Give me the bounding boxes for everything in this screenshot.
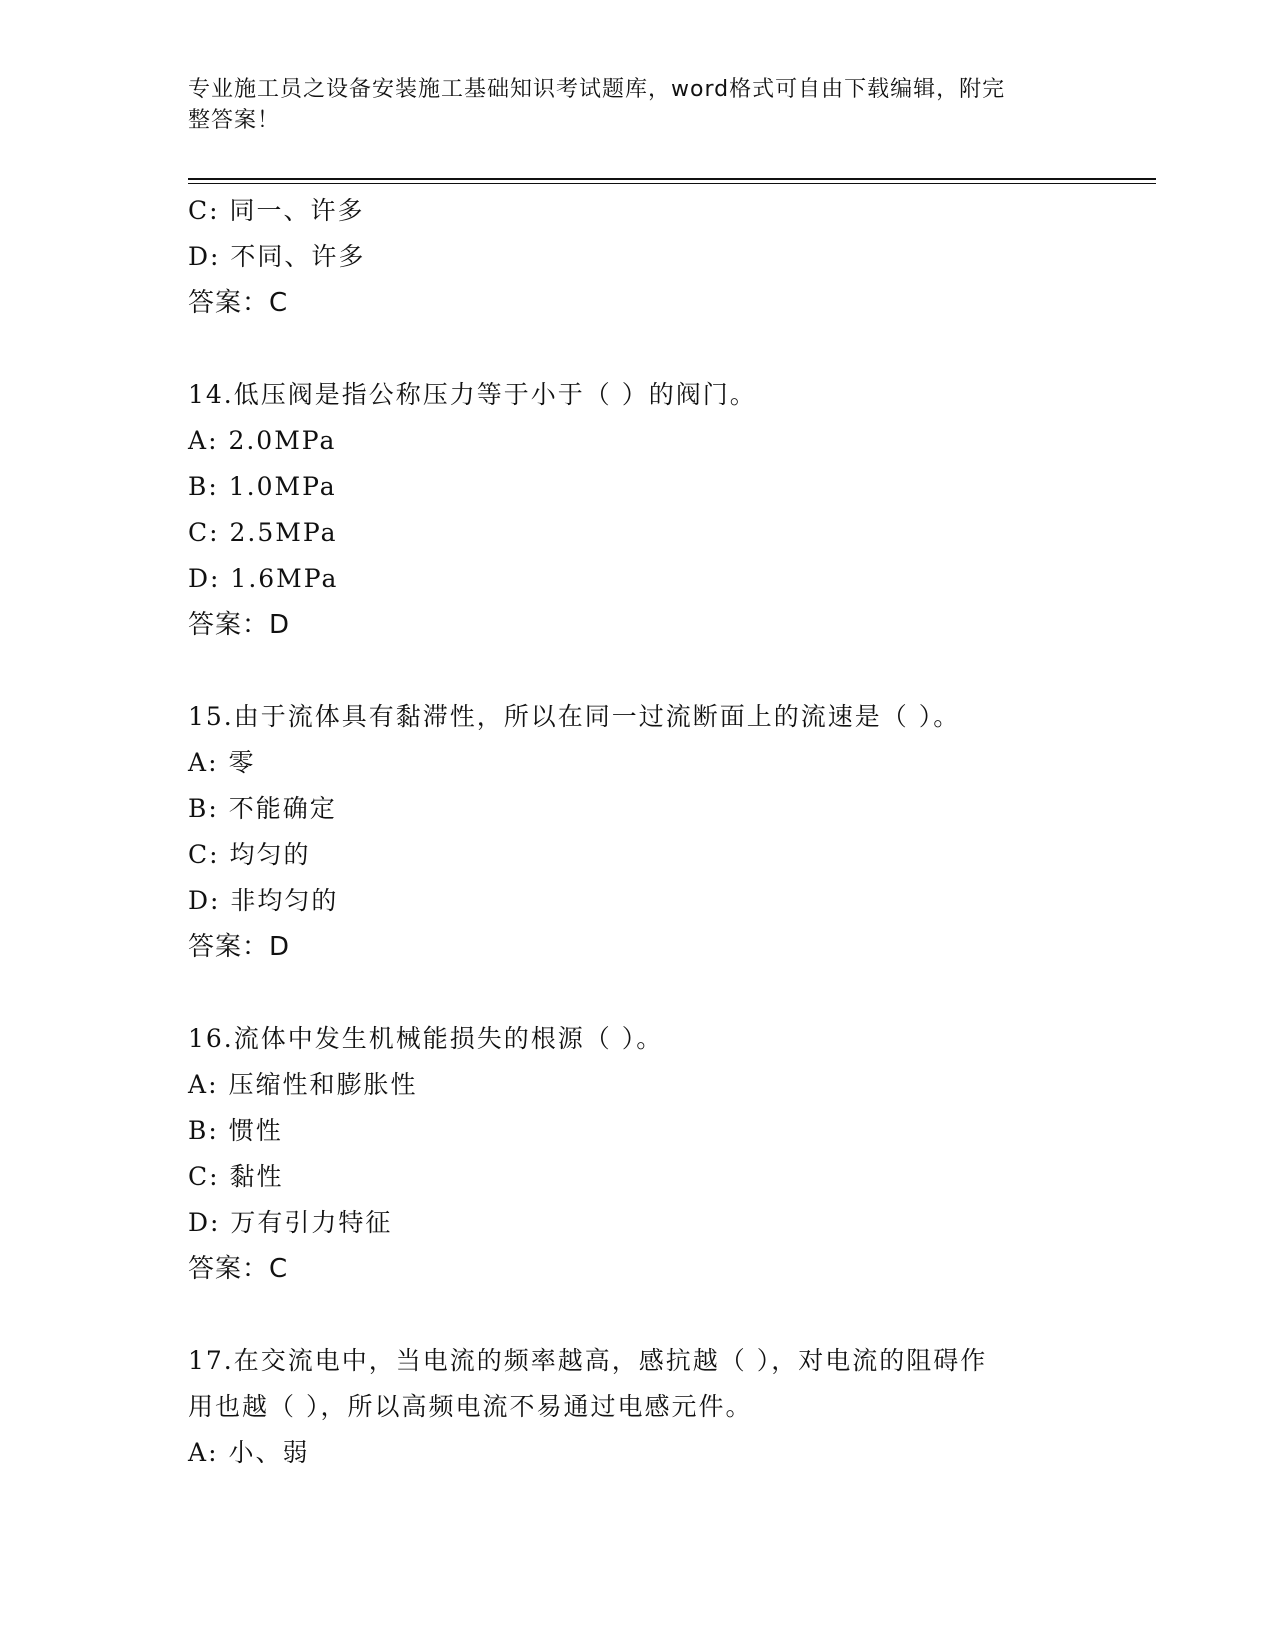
header-title-line-1: 专业施工员之设备安装施工基础知识考试题库，word格式可自由下载编辑，附完	[188, 77, 1006, 102]
option-c: C: 均匀的	[188, 840, 311, 869]
option-a: A: 小、弱	[188, 1438, 310, 1467]
header-divider-thick	[188, 178, 1156, 180]
header-title-line-2: 整答案！	[188, 108, 281, 133]
option-b: B: 1.0MPa	[188, 472, 337, 501]
option-d: D: 不同、许多	[188, 242, 366, 271]
header-divider-thin	[188, 183, 1156, 184]
question-17	[188, 1338, 1088, 1476]
option-d: D: 万有引力特征	[188, 1208, 393, 1237]
answer-line: 答案：C	[188, 288, 289, 318]
question-13-continued	[188, 188, 1088, 326]
question-15	[188, 694, 1088, 970]
option-c: C: 2.5MPa	[188, 518, 338, 547]
option-b: B: 惯性	[188, 1116, 283, 1145]
answer-line: 答案：D	[188, 932, 291, 962]
question-16	[188, 1016, 1088, 1292]
question-14	[188, 372, 1088, 648]
answer-line: 答案：D	[188, 610, 291, 640]
question-stem: 14.低压阀是指公称压力等于小于（ ）的阀门。	[188, 380, 757, 409]
spacer	[188, 326, 1088, 372]
option-a: A: 2.0MPa	[188, 426, 337, 455]
option-a: A: 零	[188, 748, 256, 777]
option-a: A: 压缩性和膨胀性	[188, 1070, 418, 1099]
question-stem-line-2: 用也越（ ），所以高频电流不易通过电感元件。	[188, 1392, 753, 1421]
question-list	[188, 188, 1088, 1476]
spacer	[188, 970, 1088, 1016]
option-b: B: 不能确定	[188, 794, 337, 823]
question-stem-line-1: 17.在交流电中，当电流的频率越高，感抗越（ ），对电流的阻碍作	[188, 1346, 988, 1375]
option-d: D: 非均匀的	[188, 886, 339, 915]
option-d: D: 1.6MPa	[188, 564, 339, 593]
option-c: C: 黏性	[188, 1162, 284, 1191]
option-c: C: 同一、许多	[188, 196, 365, 225]
answer-line: 答案：C	[188, 1254, 289, 1284]
document-header	[188, 74, 1068, 136]
question-stem: 16.流体中发生机械能损失的根源（ ）。	[188, 1024, 664, 1053]
spacer	[188, 648, 1088, 694]
question-stem: 15.由于流体具有黏滞性，所以在同一过流断面上的流速是（ ）。	[188, 702, 961, 731]
spacer	[188, 1292, 1088, 1338]
